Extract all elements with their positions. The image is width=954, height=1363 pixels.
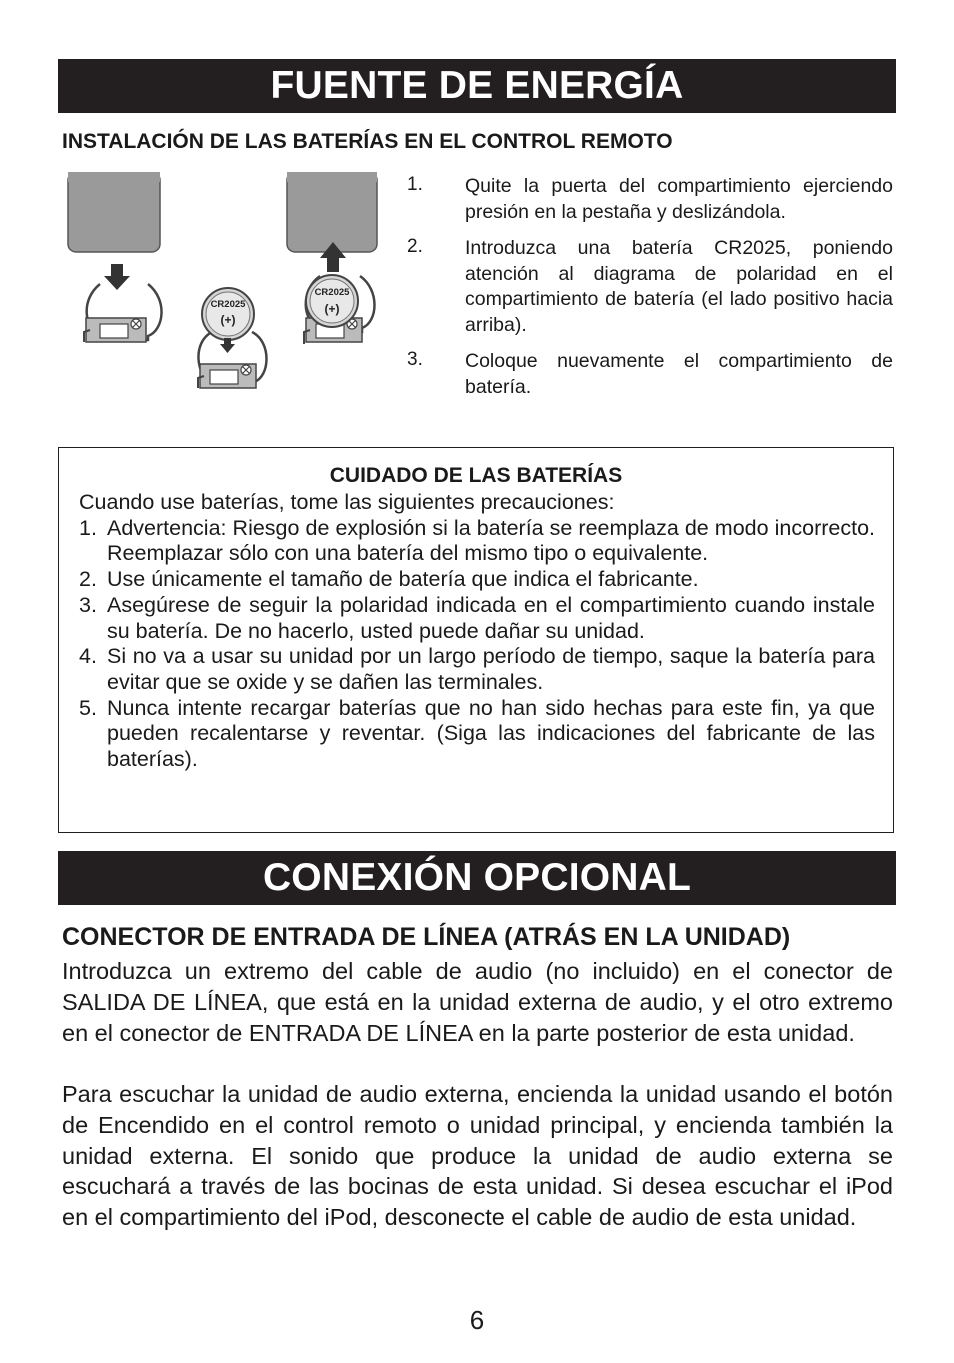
caution-text: Asegúrese de seguir la polaridad indicada en el compartimiento cuando instale su batería. De no hacerlo, usted puede dañar su unidad. [107,592,875,643]
battery-caution-box [58,447,894,833]
caution-item [79,696,875,773]
installation-steps [405,174,895,411]
caution-text: Advertencia: Riesgo de explosión si la batería se reemplaza de modo incorrecto. Reemplazar sólo con una batería del mismo tipo o equivalente. [107,515,875,566]
step-number: 2. [407,236,423,257]
battery-installation-figure [62,172,382,394]
subtitle-remote-batteries: INSTALACIÓN DE LAS BATERÍAS EN EL CONTROL REMOTO [62,130,673,153]
caution-item [79,567,875,593]
caution-intro: Cuando use baterías, tome las siguientes precauciones: [79,490,615,514]
step-item [405,236,895,338]
caution-text: Si no va a usar su unidad por un largo período de tiempo, saque la batería para evitar que se oxide y se dañen las terminales. [107,644,875,694]
step-item [405,349,895,400]
caution-body [79,490,875,773]
caution-number: 3. [79,592,97,617]
caution-number: 1. [79,515,97,540]
remote-right-illustration [287,172,377,344]
caution-text: Nunca intente recargar baterías que no han sido hechas para este fin, ya que pueden recalentarse y reventar. (Siga las indicaciones del fabricante de las baterías). [107,695,875,772]
step-text: Introduzca una batería CR2025, poniendo atención al diagrama de polaridad en el compartimiento de batería (el lado positivo hacia arriba). [465,237,893,336]
caution-number: 4. [79,644,97,669]
caution-item [79,644,875,695]
page-number: 6 [469,1305,485,1335]
step-text: Coloque nuevamente el compartimiento de batería. [465,350,893,398]
step-number: 3. [407,349,423,370]
section-title-power: FUENTE DE ENERGÍA [58,59,896,113]
section-title-optional-connection: CONEXIÓN OPCIONAL [58,851,896,905]
remote-left-illustration [68,172,162,342]
caution-item [79,516,875,567]
step-item [405,174,895,225]
battery-insert-illustration [198,288,267,388]
subtitle-line-in: CONECTOR DE ENTRADA DE LÍNEA (ATRÁS EN LA UNIDAD) [62,923,791,951]
polarity-label-2: (+) [324,302,340,316]
line-in-paragraph-2: Para escuchar la unidad de audio externa, encienda la unidad usando el botón de Encendido en el control remoto o unidad principal, y encienda también la unidad externa. El sonido que produce la unidad de audio externa se escuchará a través de las bocinas de esta unidad. Si desea escuchar el iPod en el compartimiento del iPod, desconecte el cable de audio de esta unidad. [62,1081,893,1231]
caution-item [79,593,875,644]
battery-label-1: CR2025 [210,299,246,310]
caution-title: CUIDADO DE LAS BATERÍAS [329,464,623,487]
step-number: 1. [407,174,423,195]
polarity-label-1: (+) [220,313,236,327]
caution-number: 2. [79,567,97,592]
step-text: Quite la puerta del compartimiento ejerciendo presión en la pestaña y deslizándola. [465,175,893,223]
caution-text: Use únicamente el tamaño de batería que indica el fabricante. [107,567,699,592]
battery-label-2: CR2025 [314,287,350,298]
line-in-paragraph-1: Introduzca un extremo del cable de audio (no incluido) en el conector de SALIDA DE LÍNEA, que está en la unidad externa de audio, y el otro extremo en el conector de ENTRADA DE LÍNEA en la parte posterior de esta unidad. [62,958,893,1046]
caution-number: 5. [79,695,97,720]
